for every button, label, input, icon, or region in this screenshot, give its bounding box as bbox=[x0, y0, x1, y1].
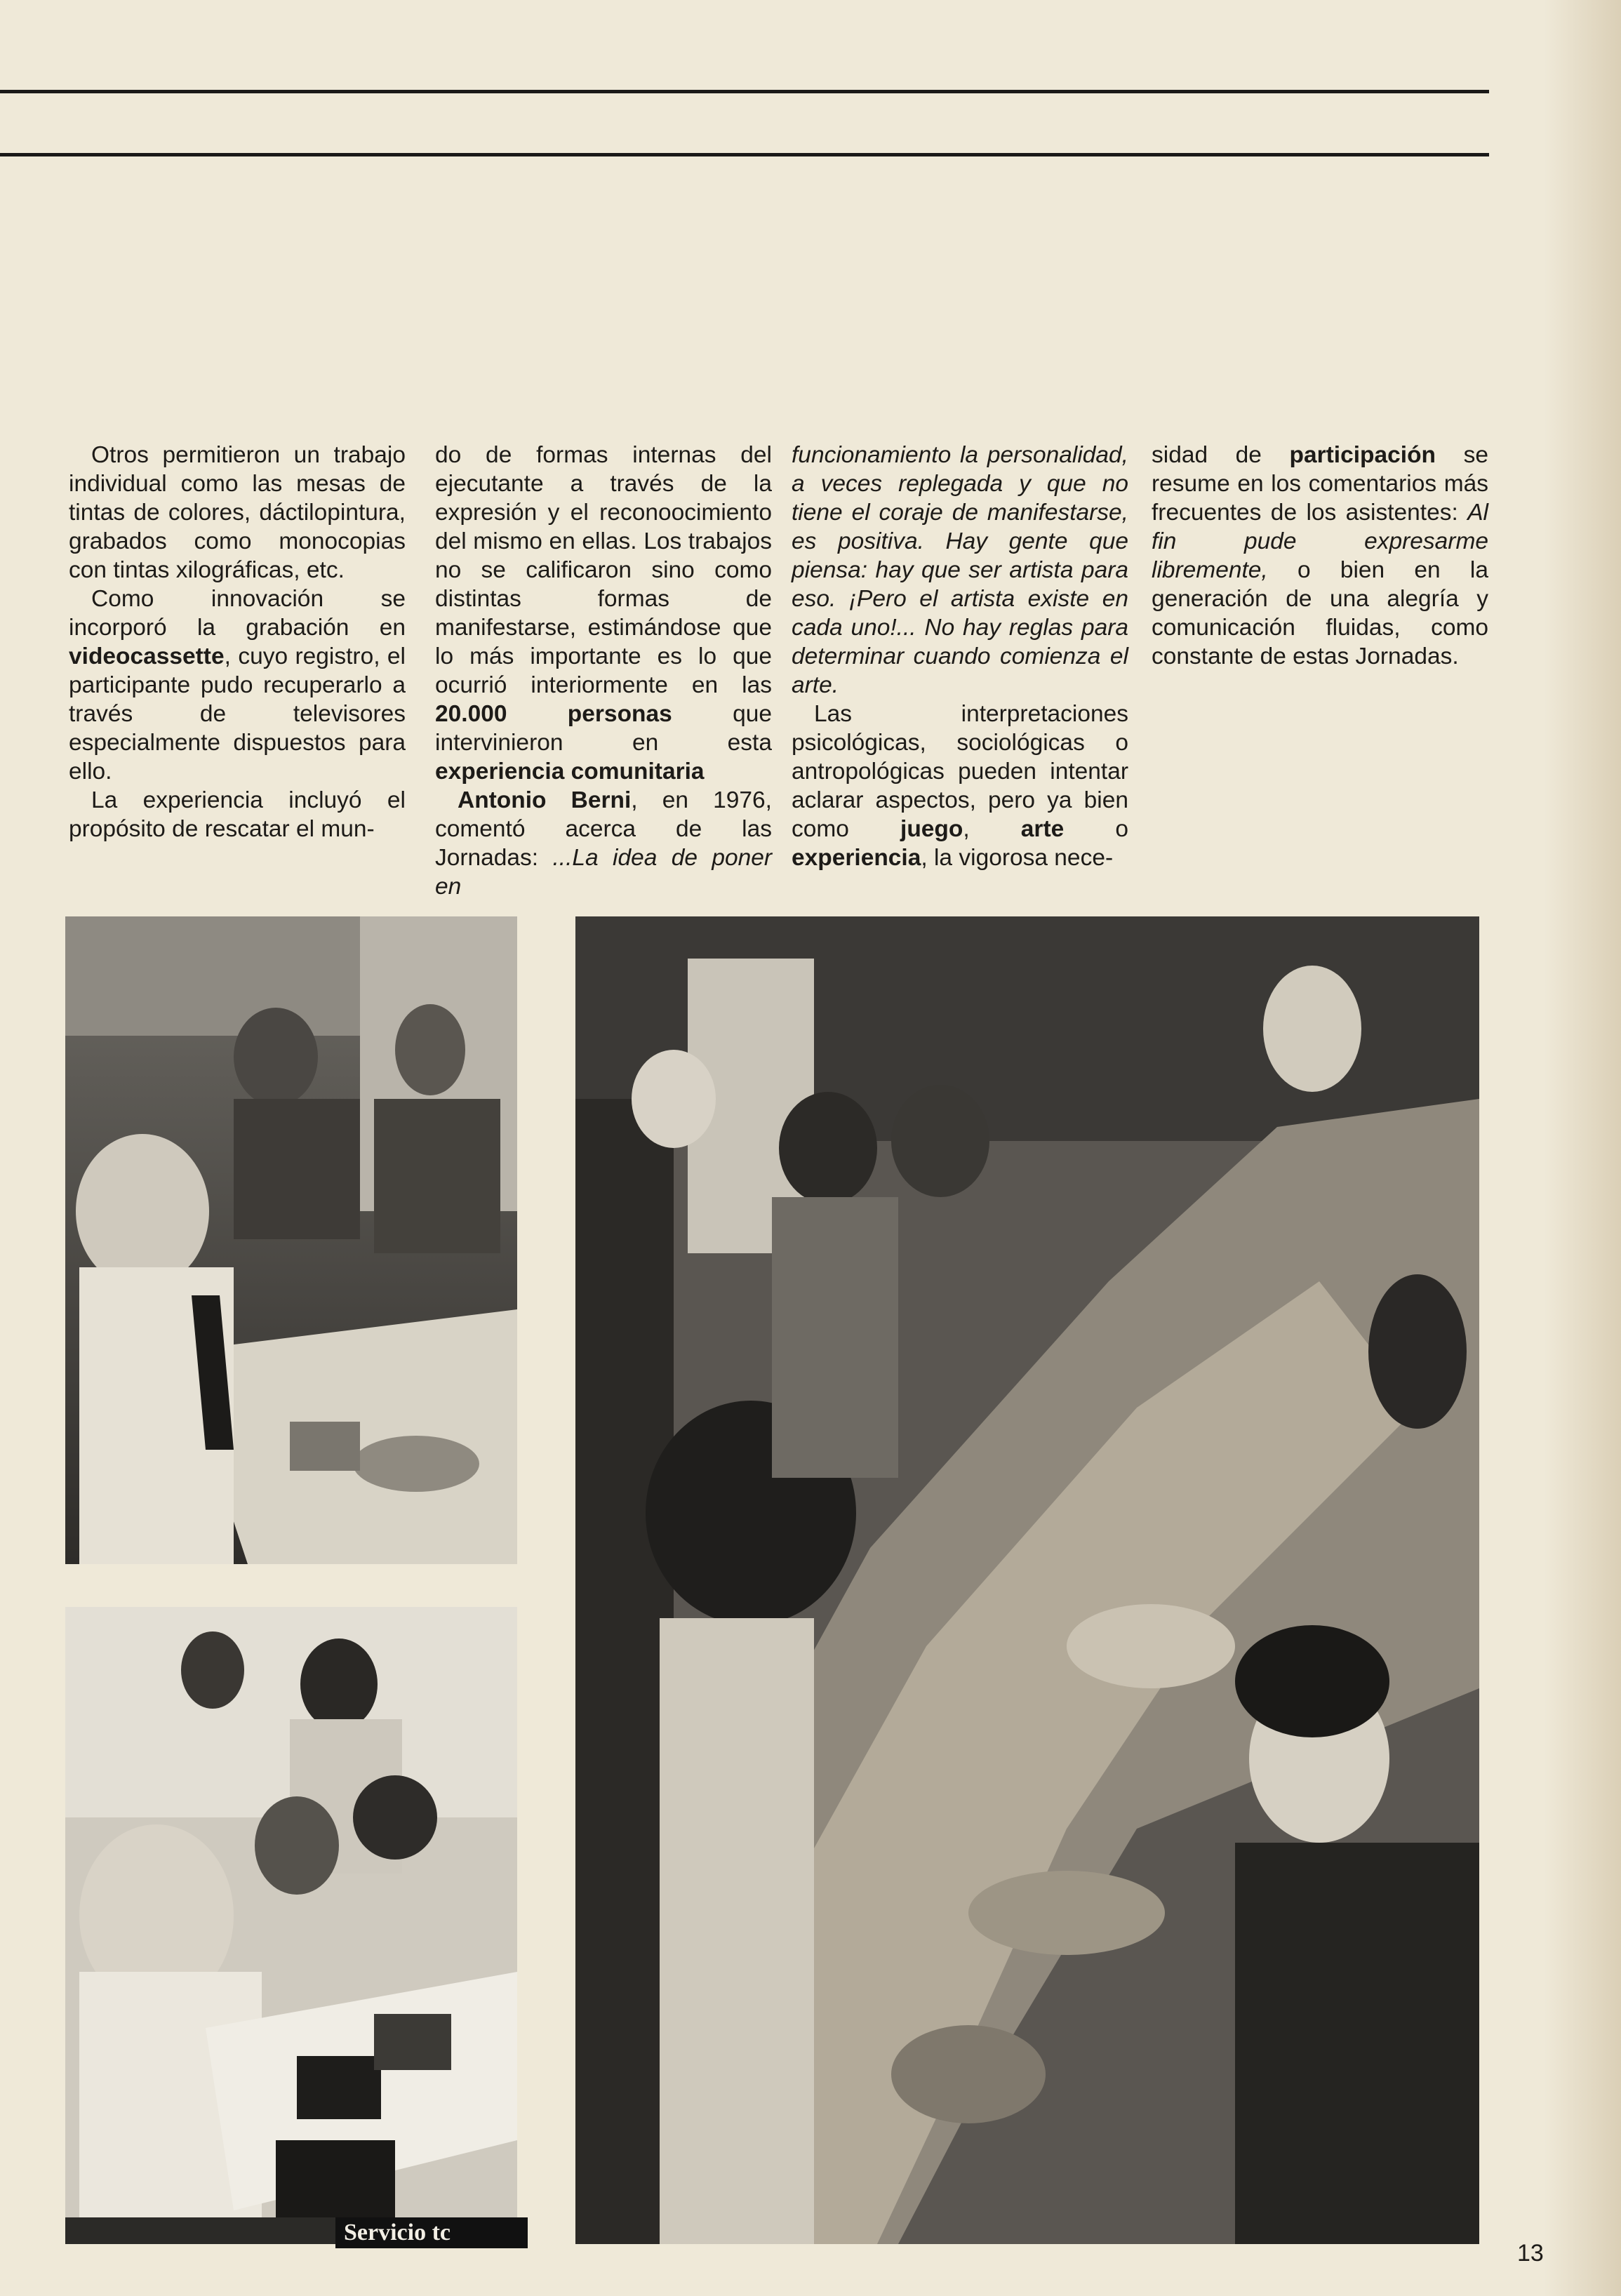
paragraph bbox=[69, 441, 406, 585]
page-number: 13 bbox=[1517, 2240, 1544, 2267]
bold-text: videocassette bbox=[69, 643, 225, 669]
body-text: o bien en la generación de una alegría y comunicación fluidas, como constante de estas Jornadas. bbox=[1152, 557, 1488, 669]
text-column-3 bbox=[792, 441, 1128, 872]
paragraph bbox=[435, 441, 772, 786]
bold-text: juego bbox=[900, 816, 963, 842]
body-text: o bbox=[1064, 816, 1128, 842]
bold-text: 20.000 personas bbox=[435, 701, 672, 727]
paragraph bbox=[792, 700, 1128, 872]
body-text: , cuyo registro, el participante pudo recuperarlo a través de televisores especialmente dispuestos para ello. bbox=[69, 643, 406, 785]
photo-clay-sculpture-crowd bbox=[575, 916, 1479, 2244]
body-text: sidad de bbox=[1152, 442, 1290, 468]
italic-text: Al fin pude expresarme libremente, bbox=[1152, 500, 1488, 583]
photo-printmaking-table bbox=[65, 1607, 517, 2244]
body-text: , en 1976, comentó acerca de las Jornadas: bbox=[435, 787, 772, 871]
text-column-1 bbox=[69, 441, 406, 843]
paragraph bbox=[69, 786, 406, 843]
paragraph bbox=[1152, 441, 1488, 671]
paragraph bbox=[69, 585, 406, 786]
bold-text: participación bbox=[1289, 442, 1436, 468]
body-text: Otros permitieron un trabajo individual como las mesas de tintas de colores, dáctilopintura, grabados como monocopias con tintas xilográficas, etc. bbox=[69, 442, 406, 583]
top-rule bbox=[0, 90, 1489, 93]
body-text: Como innovación se incorporó la grabación en bbox=[69, 586, 406, 641]
bold-text: experiencia comunitaria bbox=[435, 759, 705, 785]
body-text: , bbox=[963, 816, 1021, 842]
body-text: , la vigorosa nece- bbox=[921, 845, 1114, 871]
body-text: que intervinieron en esta bbox=[435, 701, 772, 756]
text-column-2 bbox=[435, 441, 772, 901]
photo-workshop-tables bbox=[65, 916, 517, 1564]
page-edge-shadow bbox=[1544, 0, 1621, 2296]
bold-text: Antonio Berni bbox=[458, 787, 632, 813]
body-text: se resume en los comentarios más frecuentes de los asistentes: bbox=[1152, 442, 1488, 526]
body-text: Las interpretaciones psicológicas, sociológicas o antropológicas pueden intentar aclarar aspectos, pero ya bien como bbox=[792, 701, 1128, 842]
bold-text: experiencia bbox=[792, 845, 921, 871]
second-rule bbox=[0, 153, 1489, 156]
photo-sign-text: Servicio tc bbox=[335, 2217, 528, 2248]
italic-text: funcionamiento la personalidad, a veces replegada y que no tiene el coraje de manifestarse, es positiva. Hay gente que piensa: hay que ser artista para eso. ¡Pero el artista existe en cada uno!... No hay reglas para determinar cuando comienza el arte. bbox=[792, 442, 1128, 698]
paragraph bbox=[435, 786, 772, 901]
italic-text: ...La idea de poner en bbox=[435, 845, 772, 900]
bold-text: arte bbox=[1020, 816, 1065, 842]
body-text: do de formas internas del ejecutante a través de la expresión y el reconoocimiento del mismo en ellas. Los trabajos no se calificaron sino como distintas formas de manifestarse, estimándose que lo más importante es lo que ocurrió interiormente en las bbox=[435, 442, 772, 698]
paragraph bbox=[792, 441, 1128, 700]
body-text: La experiencia incluyó el propósito de rescatar el mun- bbox=[69, 787, 406, 842]
text-column-4 bbox=[1152, 441, 1488, 671]
